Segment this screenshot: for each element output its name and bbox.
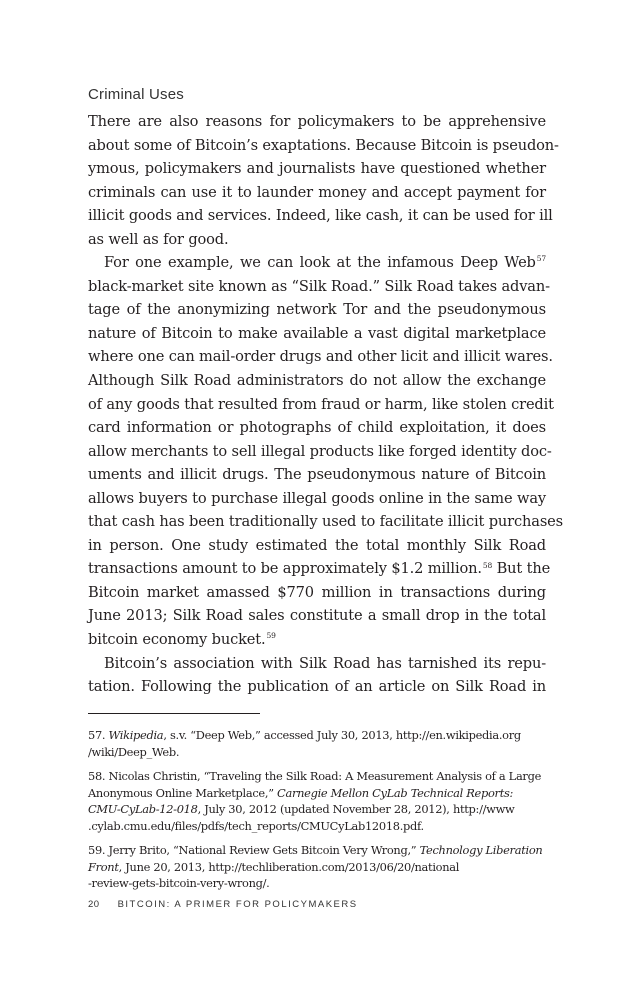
- body-line-text: But the: [492, 560, 551, 578]
- body-line: in person. One study estimated the total monthly Silk Road: [88, 536, 546, 554]
- footnote-line: -review-gets-bitcoin-very-wrong/.: [88, 876, 270, 890]
- footnotes: [88, 727, 548, 900]
- body-line: Bitcoin’s association with Silk Road has tarnished its repu-: [104, 654, 546, 672]
- footnote-text: Anonymous Online Marketplace,”: [88, 785, 278, 800]
- footnote-italic: Technology Liberation: [419, 843, 543, 857]
- footnote-57: [88, 727, 548, 760]
- body-line: that cash has been traditionally used to facilitate illicit purchases: [88, 513, 563, 531]
- body-line-text: For one example, we can look at the infamous Deep Web: [104, 254, 536, 272]
- body-line: black-market site known as “Silk Road.” Silk Road takes advan-: [88, 277, 550, 295]
- body-line: of any goods that resulted from fraud or harm, like stolen credit: [88, 395, 554, 413]
- footnote-line: [88, 727, 548, 744]
- body-line: tage of the anonymizing network Tor and the pseudonymous: [88, 301, 546, 319]
- footnote-line: [88, 785, 548, 802]
- footnote-italic: Front: [88, 859, 119, 874]
- body-text: [88, 110, 563, 699]
- footnote-italic: Wikipedia: [108, 728, 164, 742]
- body-line: Although Silk Road administrators do not allow the exchange: [88, 372, 546, 390]
- footnote-line: .cylab.cmu.edu/files/pdfs/tech_reports/CMUCyLab12018.pdf.: [88, 818, 424, 833]
- page-number: 20: [88, 899, 100, 910]
- body-line: [88, 251, 546, 275]
- footnote-italic: Carnegie Mellon CyLab Technical Reports:: [277, 785, 514, 800]
- body-line: [88, 628, 546, 652]
- body-line: uments and illicit drugs. The pseudonymous nature of Bitcoin: [88, 466, 546, 484]
- body-line: about some of Bitcoin’s exaptations. Because Bitcoin is pseudon-: [88, 136, 559, 154]
- footnote-line: [88, 801, 548, 818]
- body-line-text: transactions amount to be approximately $1.2 million.: [88, 560, 482, 578]
- footnote-ref-58: 58: [482, 560, 493, 570]
- body-line: Bitcoin market amassed $770 million in transactions during: [88, 583, 546, 601]
- footnote-italic: CMU-CyLab-12-018: [88, 802, 198, 816]
- footnote-59: [88, 842, 548, 892]
- footnote-line: /wiki/Deep_Web.: [88, 744, 180, 759]
- section-heading: Criminal Uses: [88, 86, 184, 103]
- body-line: illicit goods and services. Indeed, like cash, it can be used for ill: [88, 207, 553, 225]
- body-line: [88, 557, 551, 581]
- footnote-line: 58. Nicolas Christin, “Traveling the Silk Road: A Measurement Analysis of a Large: [88, 769, 542, 783]
- body-line: ymous, policymakers and journalists have questioned whether: [88, 160, 546, 178]
- body-line: card information or photographs of child exploitation, it does: [88, 419, 546, 437]
- running-title: BITCOIN: A PRIMER FOR POLICYMAKERS: [117, 899, 358, 910]
- body-line: nature of Bitcoin to make available a vast digital marketplace: [88, 324, 546, 342]
- footnote-line: [88, 842, 548, 859]
- footnote-divider: [88, 713, 260, 714]
- body-line: as well as for good.: [88, 230, 229, 248]
- body-line-text: bitcoin economy bucket.: [88, 631, 266, 649]
- footnote-ref-57: 57: [536, 254, 546, 264]
- body-line: tation. Following the publication of an article on Silk Road in: [88, 678, 546, 696]
- footnote-ref-59: 59: [266, 631, 276, 641]
- footnote-58: [88, 768, 548, 834]
- page-footer: [88, 899, 358, 910]
- footnote-text: , June 20, 2013, http://techliberation.com/2013/06/20/national: [118, 859, 460, 874]
- footnote-text: , s.v. “Deep Web,” accessed July 30, 2013, http://en.wikipedia.org: [163, 728, 521, 742]
- body-line: criminals can use it to launder money and accept payment for: [88, 183, 546, 201]
- footnote-text: , July 30, 2012 (updated November 28, 2012), http://www: [197, 802, 515, 816]
- body-line: There are also reasons for policymakers to be apprehensive: [88, 113, 546, 130]
- footnote-text: 59. Jerry Brito, “National Review Gets Bitcoin Very Wrong,”: [88, 843, 420, 857]
- body-line: June 2013; Silk Road sales constitute a small drop in the total: [88, 607, 546, 625]
- body-line: allow merchants to sell illegal products like forged identity doc-: [88, 442, 552, 460]
- footnote-number: 57.: [88, 728, 109, 742]
- footnote-line: [88, 859, 548, 876]
- body-line: allows buyers to purchase illegal goods online in the same way: [88, 489, 546, 507]
- body-line: where one can mail-order drugs and other licit and illicit wares.: [88, 348, 553, 366]
